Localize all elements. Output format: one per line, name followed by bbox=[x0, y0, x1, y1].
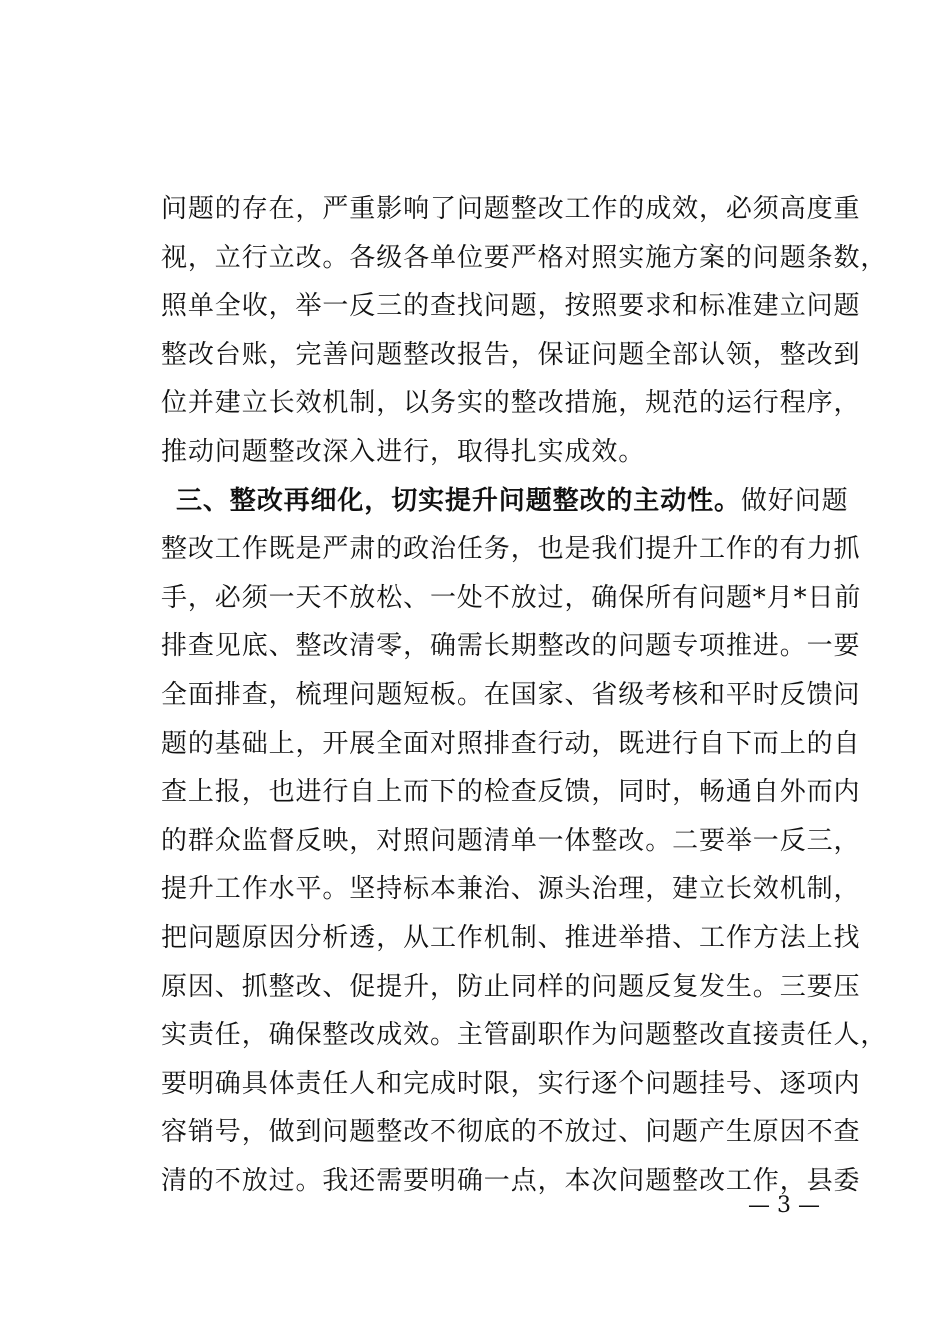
document-body bbox=[161, 185, 888, 1205]
page-number: — 3 — bbox=[748, 1193, 820, 1218]
text-line: 位并建立长效机制，以务实的整改措施，规范的运行程序， bbox=[161, 388, 861, 419]
section-3-heading-tail: 做好问题 bbox=[740, 485, 849, 516]
text-line: 整改工作既是严肃的政治任务，也是我们提升工作的有力抓 bbox=[161, 534, 861, 565]
text-line: 清的不放过。我还需要明确一点，本次问题整改工作，县委 bbox=[161, 1165, 861, 1196]
text-line: 实责任，确保整改成效。主管副职作为问题整改直接责任人， bbox=[161, 1020, 888, 1051]
text-line: 整改台账，完善问题整改报告，保证问题全部认领，整改到 bbox=[161, 339, 861, 370]
text-line: 把问题原因分析透，从工作机制、推进举措、工作方法上找 bbox=[161, 922, 861, 953]
text-line: 容销号，做到问题整改不彻底的不放过、问题产生原因不查 bbox=[161, 1117, 861, 1148]
section-3-heading-line bbox=[176, 477, 861, 526]
text-line: 推动问题整改深入进行，取得扎实成效。 bbox=[161, 436, 646, 467]
text-line: 的群众监督反映，对照问题清单一体整改。二要举一反三， bbox=[161, 825, 861, 856]
text-line: 排查见底、整改清零，确需长期整改的问题专项推进。一要 bbox=[161, 631, 861, 662]
section-3-heading: 三、整改再细化，切实提升问题整改的主动性。 bbox=[176, 485, 741, 516]
text-line: 题的基础上，开展全面对照排查行动，既进行自下而上的自 bbox=[161, 728, 861, 759]
text-line: 问题的存在，严重影响了问题整改工作的成效，必须高度重 bbox=[161, 194, 861, 224]
text-line: 照单全收，举一反三的查找问题，按照要求和标准建立问题 bbox=[161, 291, 861, 322]
text-line: 全面排查，梳理问题短板。在国家、省级考核和平时反馈问 bbox=[161, 679, 861, 710]
text-line: 视，立行立改。各级各单位要严格对照实施方案的问题条数， bbox=[161, 242, 888, 273]
text-line: 手，必须一天不放松、一处不放过，确保所有问题*月*日前 bbox=[161, 582, 862, 613]
text-line: 查上报，也进行自上而下的检查反馈，同时，畅通自外而内 bbox=[161, 777, 861, 808]
text-line: 提升工作水平。坚持标本兼治、源头治理，建立长效机制， bbox=[161, 874, 861, 905]
text-line: 要明确具体责任人和完成时限，实行逐个问题挂号、逐项内 bbox=[161, 1068, 861, 1099]
text-line: 原因、抓整改、促提升，防止同样的问题反复发生。三要压 bbox=[161, 971, 861, 1002]
